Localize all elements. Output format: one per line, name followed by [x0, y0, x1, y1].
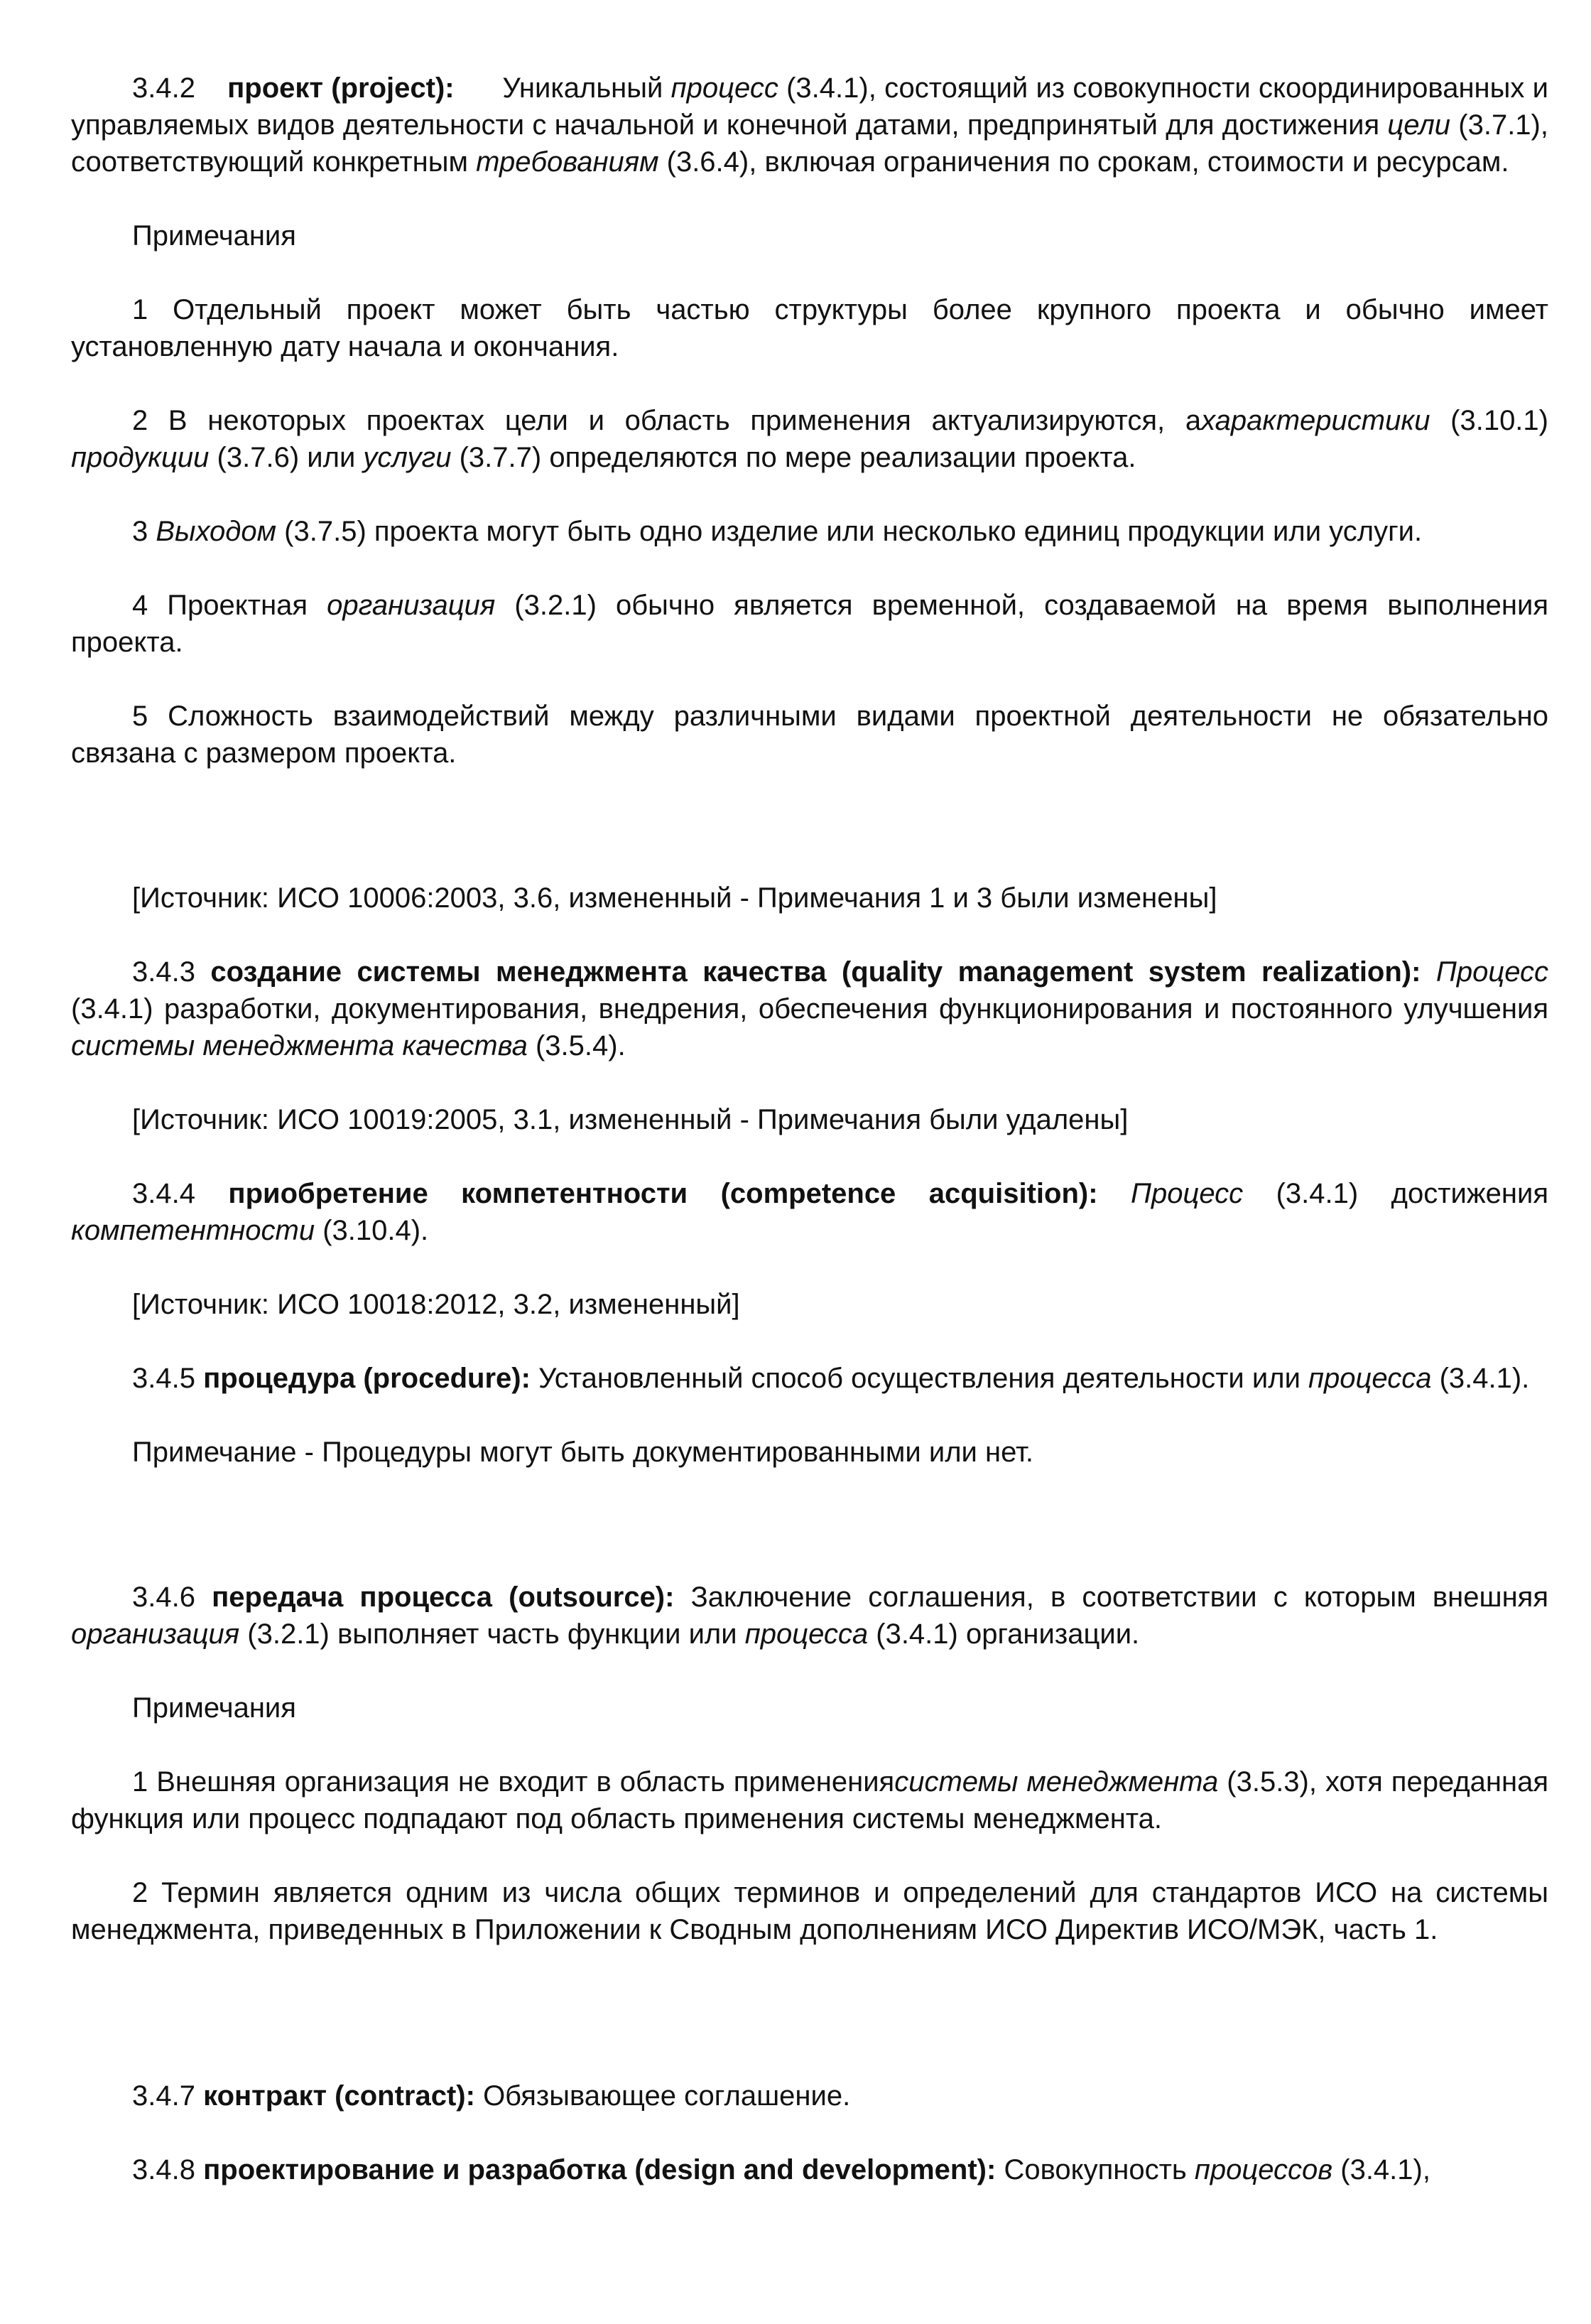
- note-text: (3.7.5) проекта могут быть одно изделие или несколько единиц продукции или услуги.: [276, 516, 1423, 547]
- term-number: 3.4.4: [132, 1178, 195, 1209]
- term-reference: процесс: [670, 72, 778, 104]
- term-3-4-6-definition: [71, 1579, 1548, 1653]
- term-title: контракт (contract):: [203, 2080, 475, 2112]
- term-reference: Процесс: [1130, 1178, 1244, 1209]
- term-number: 3.4.5: [132, 1363, 195, 1394]
- definition-text: (3.10.4).: [315, 1215, 429, 1246]
- note-text: (3.7.6) или: [209, 442, 364, 473]
- term-3-4-8-definition: [71, 2151, 1548, 2188]
- term-reference: продукции: [71, 442, 210, 473]
- source-reference: [Источник: ИСО 10019:2005, 3.1, измененный - Примечания были удалены]: [132, 1104, 1129, 1135]
- term-reference: Выходом: [156, 516, 277, 547]
- note-text: (3.7.7) определяются по мере реализации проекта.: [451, 442, 1136, 473]
- term-reference: характеристики: [1201, 405, 1430, 436]
- note-paragraph: [71, 402, 1548, 476]
- definition-text: (3.7.1), соответствующий конкретным: [71, 109, 1548, 178]
- note-paragraph: 5 Сложность взаимодействий между различными видами проектной деятельности не обязательно связана с размером проекта.: [71, 701, 1548, 769]
- term-title: приобретение компетентности (competence acquisition):: [228, 1178, 1098, 1209]
- term-reference: системы менеджмента качества: [71, 1030, 528, 1061]
- term-number: 3.4.2: [132, 72, 195, 104]
- term-reference: процесса: [1308, 1363, 1432, 1394]
- term-3-4-3-definition: [71, 953, 1548, 1064]
- note-paragraph: [71, 513, 1548, 550]
- definition-text: Уникальный: [502, 72, 671, 104]
- note-text: 1 Внешняя организация не входит в область применения: [132, 1766, 895, 1798]
- term-reference: системы менеджмента: [894, 1766, 1219, 1798]
- note-text: (3.10.1): [1430, 405, 1548, 436]
- term-reference: требованиям: [476, 146, 659, 178]
- definition-text: Заключение соглашения, в соответствии с которым внешняя: [674, 1582, 1548, 1613]
- definition-text: (3.4.1) организации.: [868, 1618, 1140, 1650]
- definition-text: (3.4.1) разработки, документирования, внедрения, обеспечения функционирования и постоянного улучшения: [71, 993, 1548, 1025]
- note-text: 3: [132, 516, 156, 547]
- definition-text: (3.4.1) достижения: [1243, 1178, 1548, 1209]
- term-title: передача процесса (outsource):: [212, 1582, 675, 1613]
- term-3-4-7-definition: [71, 2077, 1548, 2114]
- term-reference: процесса: [744, 1618, 869, 1650]
- term-number: 3.4.3: [132, 956, 195, 988]
- note-paragraph: 1 Отдельный проект может быть частью структуры более крупного проекта и обычно имеет установленную дату начала и окончания.: [71, 294, 1548, 362]
- definition-text: (3.2.1) выполняет часть функции или: [239, 1618, 745, 1650]
- notes-heading: Примечания: [132, 1692, 296, 1724]
- source-reference: [Источник: ИСО 10006:2003, 3.6, измененный - Примечания 1 и 3 были изменены]: [132, 882, 1217, 914]
- definition-text: Установленный способ осуществления деятельности или: [530, 1363, 1309, 1394]
- definition-text: (3.4.1),: [1332, 2154, 1430, 2185]
- term-title: проект (project):: [227, 72, 455, 104]
- term-reference: организация: [71, 1618, 240, 1650]
- document-page: [71, 70, 1548, 2188]
- definition-text: Обязывающее соглашение.: [474, 2080, 851, 2112]
- term-3-4-4-definition: [71, 1175, 1548, 1249]
- term-reference: процессов: [1194, 2154, 1333, 2185]
- note-text: (3.2.1) обычно является временной, создаваемой на время выполнения проекта.: [71, 590, 1548, 658]
- term-number: 3.4.8: [132, 2154, 195, 2185]
- definition-text: (3.5.4).: [527, 1030, 626, 1061]
- note-paragraph: [71, 587, 1548, 661]
- note-text: 4 Проектная: [132, 590, 327, 621]
- definition-text: (3.4.1), состоящий из совокупности скоординированных и управляемых видов деятельности с начальной и конечной датами, предпринятый для достижения: [71, 72, 1549, 141]
- definition-text: (3.6.4), включая ограничения по срокам, стоимости и ресурсам.: [658, 146, 1509, 178]
- term-number: 3.4.7: [132, 2080, 195, 2112]
- notes-heading: Примечания: [132, 220, 296, 252]
- term-reference: Процесс: [1435, 956, 1548, 988]
- term-title: проектирование и разработка (design and development):: [203, 2154, 997, 2185]
- term-title: создание системы менеджмента качества (quality management system realization):: [210, 956, 1421, 988]
- source-reference: [Источник: ИСО 10018:2012, 3.2, измененный]: [132, 1289, 740, 1320]
- note-text: 2 В некоторых проектах цели и область применения актуализируются, а: [132, 405, 1202, 436]
- term-title: процедура (procedure):: [203, 1363, 531, 1394]
- term-3-4-5-definition: [71, 1360, 1548, 1397]
- note-paragraph: [71, 1763, 1548, 1837]
- note-paragraph: 2 Термин является одним из числа общих терминов и определений для стандартов ИСО на системы менеджмента, приведенных в Приложении к Сводным дополнениям ИСО Директив ИСО/МЭК, часть 1.: [71, 1877, 1548, 1945]
- definition-text: (3.4.1).: [1431, 1363, 1530, 1394]
- note-text: (3.5.3), хотя переданная функция или процесс подпадают под область применения системы менеджмента.: [71, 1766, 1549, 1834]
- term-reference: услуги: [363, 442, 452, 473]
- note-paragraph: Примечание - Процедуры могут быть документированными или нет.: [132, 1437, 1034, 1468]
- term-reference: цели: [1387, 109, 1451, 141]
- term-reference: компетентности: [71, 1215, 315, 1246]
- term-reference: организация: [327, 590, 496, 621]
- term-number: 3.4.6: [132, 1582, 195, 1613]
- term-3-4-2-definition: [71, 70, 1548, 180]
- definition-text: Совокупность: [996, 2154, 1195, 2185]
